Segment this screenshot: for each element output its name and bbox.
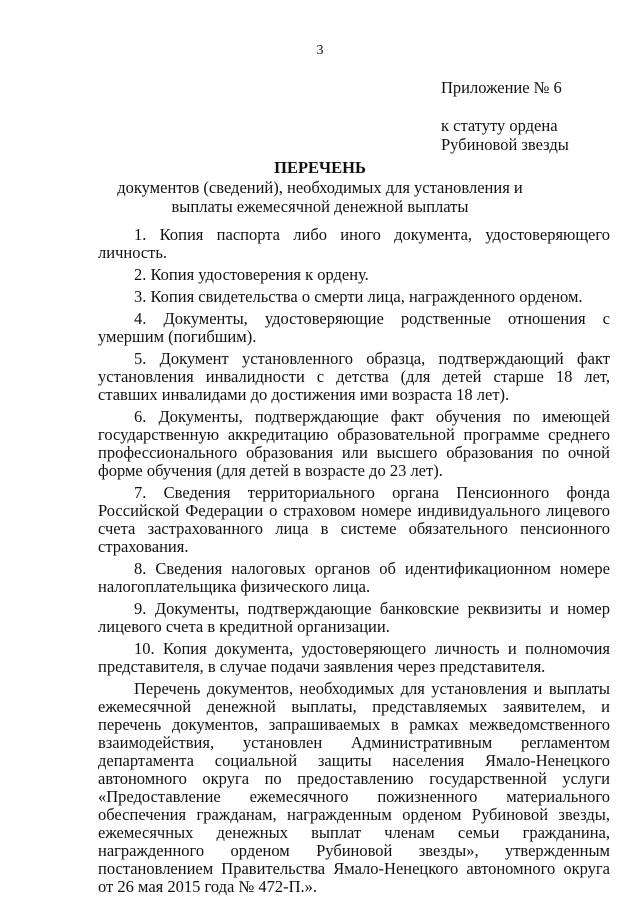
appendix-line-2: Рубиновой звезды: [441, 135, 569, 154]
list-item: 10. Копия документа, удостоверяющего личность и полномочия представителя, в случае подачи заявления через представителя.: [98, 639, 610, 676]
document-heading: [90, 158, 550, 217]
list-item: 2. Копия удостоверения к ордену.: [134, 265, 369, 284]
appendix-block: [441, 78, 569, 154]
list-item: 5. Документ установленного образца, подтверждающий факт установления инвалидности с детства (для детей старше 18 лет, ставших инвалидами до достижения ими возраста 18 лет).: [98, 349, 610, 404]
appendix-number: Приложение № 6: [441, 78, 562, 97]
page-number: 3: [316, 43, 324, 58]
document-title: ПЕРЕЧЕНЬ: [274, 158, 366, 177]
document-subtitle: документов (сведений), необходимых для установления и выплаты ежемесячной денежной выплаты: [117, 177, 523, 216]
list-item: 8. Сведения налоговых органов об идентификационном номере налогоплательщика физического лица.: [98, 559, 610, 596]
list-item: 6. Документы, подтверждающие факт обучения по имеющей государственную аккредитацию образовательной программе среднего профессионального образования или высшего образования по очной форме обучения (для детей в возрасте до 23 лет).: [98, 407, 610, 480]
final-paragraph: Перечень документов, необходимых для установления и выплаты ежемесячной денежной выплаты, представляемых заявителем, и перечень документов, запрашиваемых в рамках межведомственного взаимодействия, установлен Административным регламентом департамента социальной защиты населения Ямало-Ненецкого автономного округа по предоставлению государственной услуги «Предоставление ежемесячного пожизненного материального обеспечения гражданам, награжденным орденом Рубиновой звезды, ежемесячных денежных выплат членам семьи гражданина, награжденного орденом Рубиновой звезды», утвержденным постановлением Правительства Ямало-Ненецкого автономного округа от 26 мая 2015 года № 472-П.».: [98, 679, 610, 896]
list-item: 3. Копия свидетельства о смерти лица, награжденного орденом.: [134, 287, 583, 306]
document-body: [98, 226, 610, 900]
list-item: 9. Документы, подтверждающие банковские реквизиты и номер лицевого счета в кредитной организации.: [98, 599, 610, 636]
list-item: 7. Сведения территориального органа Пенсионного фонда Российской Федерации о страховом номере индивидуального лицевого счета застрахованного лица в системе обязательного пенсионного страхования.: [98, 483, 610, 556]
list-item: 4. Документы, удостоверяющие родственные отношения с умершим (погибшим).: [98, 309, 610, 346]
list-item: 1. Копия паспорта либо иного документа, удостоверяющего личность.: [98, 225, 610, 262]
appendix-line-1: к статуту ордена: [441, 116, 558, 135]
